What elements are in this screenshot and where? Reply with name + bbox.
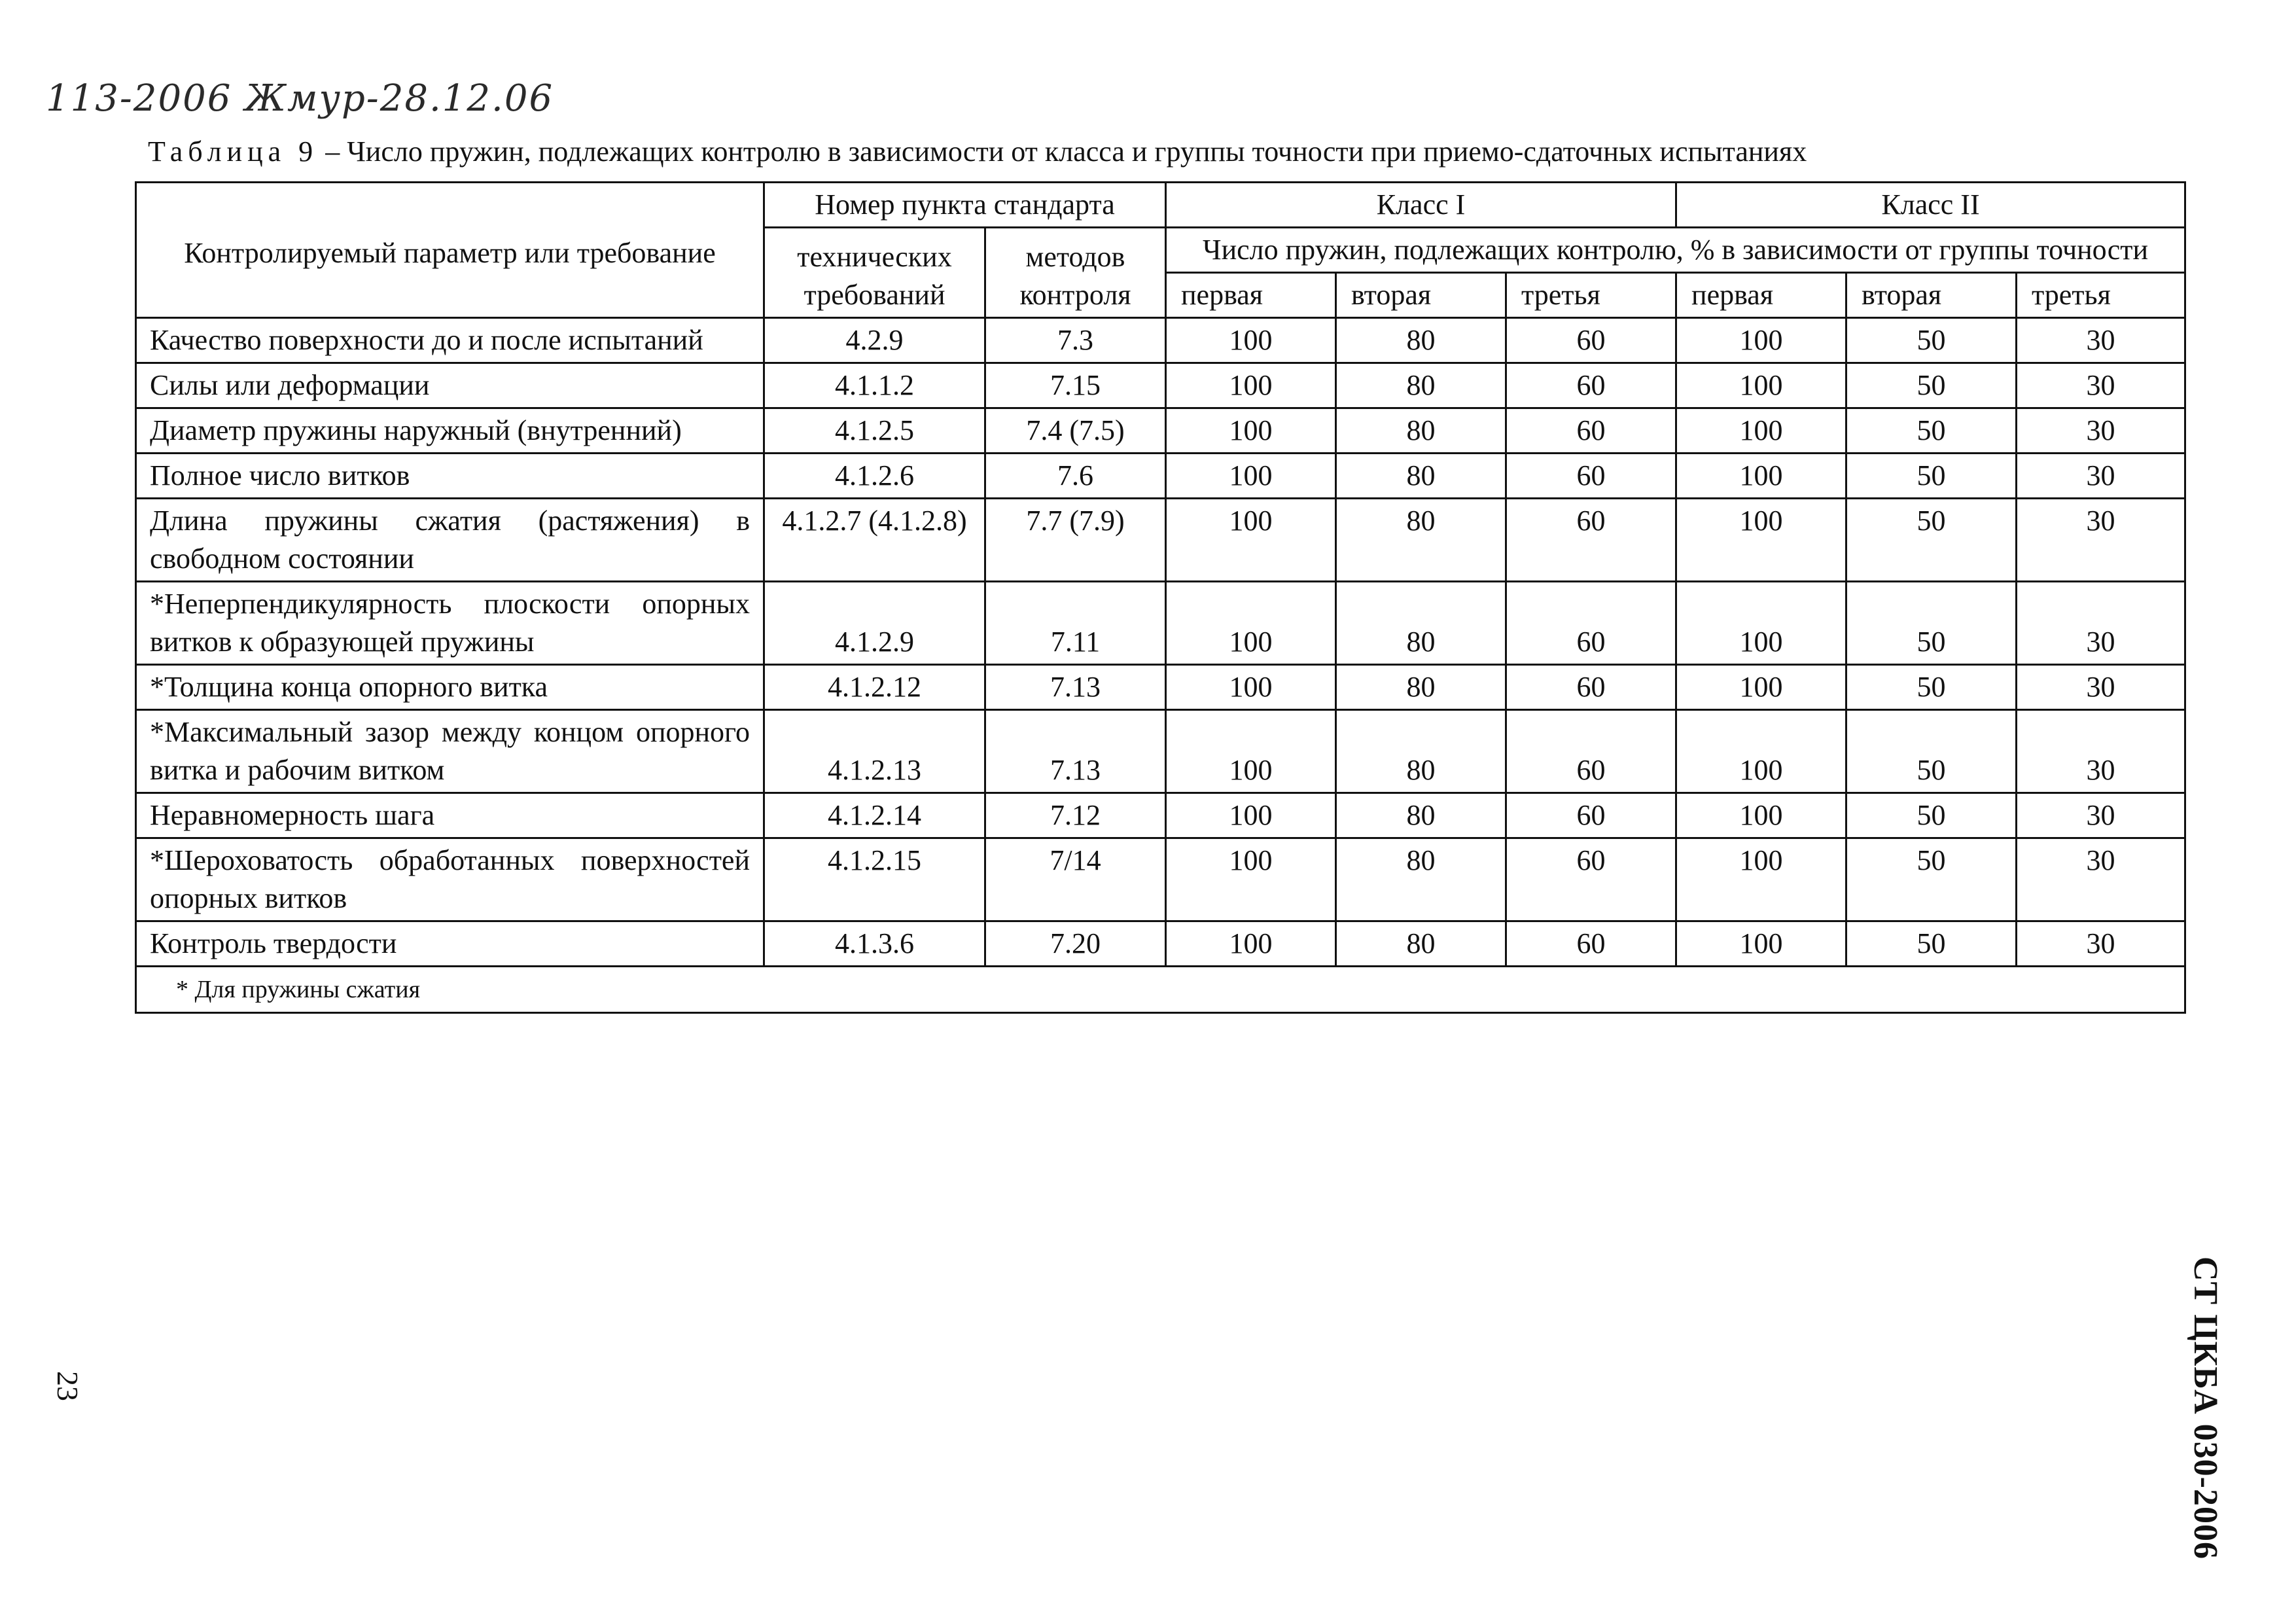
row-value: 50 — [1846, 318, 2017, 363]
row-parameter: Длина пружины сжатия (растяжения) в свободном состоянии — [136, 499, 764, 582]
row-value: 100 — [1166, 363, 1336, 408]
row-value: 30 — [2017, 499, 2185, 582]
row-parameter: *Шероховатость обработанных поверхностей опорных витков — [136, 838, 764, 921]
row-value: 80 — [1336, 710, 1506, 793]
row-value: 80 — [1336, 921, 1506, 967]
row-value: 50 — [1846, 838, 2017, 921]
row-value: 50 — [1846, 921, 2017, 967]
header-group-first: первая — [1166, 273, 1336, 318]
row-method-clause: 7.20 — [985, 921, 1166, 967]
table-caption-label: Таблица 9 — [148, 135, 319, 168]
row-value: 30 — [2017, 710, 2185, 793]
row-parameter: *Толщина конца опорного витка — [136, 665, 764, 710]
row-value: 100 — [1166, 408, 1336, 454]
row-method-clause: 7.11 — [985, 582, 1166, 665]
row-value: 30 — [2017, 921, 2185, 967]
header-class-1: Класс I — [1166, 183, 1676, 228]
header-parameter: Контролируемый параметр или требование — [136, 183, 764, 318]
header-technical-requirements: технических требований — [764, 228, 985, 318]
row-parameter: *Максимальный зазор между концом опорного витка и рабочим витком — [136, 710, 764, 793]
row-value: 100 — [1676, 665, 1846, 710]
row-value: 80 — [1336, 582, 1506, 665]
row-method-clause: 7.7 (7.9) — [985, 499, 1166, 582]
row-value: 50 — [1846, 710, 2017, 793]
row-parameter: Силы или деформации — [136, 363, 764, 408]
row-value: 80 — [1336, 793, 1506, 838]
row-parameter: Неравномерность шага — [136, 793, 764, 838]
row-value: 100 — [1676, 921, 1846, 967]
table-footnote-row — [136, 967, 2185, 1013]
row-value: 50 — [1846, 408, 2017, 454]
document-code: СТ ЦКБА 030-2006 — [2187, 1257, 2224, 1560]
table-row — [136, 582, 2185, 665]
table-row — [136, 793, 2185, 838]
table-row — [136, 710, 2185, 793]
table-row — [136, 838, 2185, 921]
row-value: 50 — [1846, 582, 2017, 665]
table-row — [136, 665, 2185, 710]
row-value: 30 — [2017, 665, 2185, 710]
row-tech-clause: 4.1.2.15 — [764, 838, 985, 921]
row-value: 100 — [1166, 665, 1336, 710]
row-value: 50 — [1846, 499, 2017, 582]
header-class-2: Класс II — [1676, 183, 2185, 228]
row-value: 100 — [1676, 363, 1846, 408]
header-group-second: вторая — [1846, 273, 2017, 318]
header-group-second: вторая — [1336, 273, 1506, 318]
row-value: 100 — [1676, 793, 1846, 838]
row-method-clause: 7.12 — [985, 793, 1166, 838]
row-tech-clause: 4.1.2.7 (4.1.2.8) — [764, 499, 985, 582]
row-value: 100 — [1166, 454, 1336, 499]
row-value: 100 — [1166, 710, 1336, 793]
row-value: 30 — [2017, 838, 2185, 921]
row-value: 100 — [1166, 582, 1336, 665]
row-value: 60 — [1506, 318, 1676, 363]
row-tech-clause: 4.1.2.5 — [764, 408, 985, 454]
row-parameter: *Неперпендикулярность плоскости опорных витков к образующей пружины — [136, 582, 764, 665]
header-group-first: первая — [1676, 273, 1846, 318]
header-group-third: третья — [2017, 273, 2185, 318]
row-value: 100 — [1166, 838, 1336, 921]
row-tech-clause: 4.1.2.9 — [764, 582, 985, 665]
header-group-third: третья — [1506, 273, 1676, 318]
row-value: 60 — [1506, 582, 1676, 665]
row-value: 60 — [1506, 408, 1676, 454]
row-value: 60 — [1506, 363, 1676, 408]
row-value: 80 — [1336, 408, 1506, 454]
row-tech-clause: 4.1.2.6 — [764, 454, 985, 499]
row-value: 30 — [2017, 318, 2185, 363]
row-value: 80 — [1336, 318, 1506, 363]
table-row — [136, 363, 2185, 408]
row-value: 50 — [1846, 793, 2017, 838]
row-method-clause: 7.15 — [985, 363, 1166, 408]
row-tech-clause: 4.1.1.2 — [764, 363, 985, 408]
row-tech-clause: 4.2.9 — [764, 318, 985, 363]
handwritten-registration-note: 113-2006 Жмур-28.12.06 — [46, 77, 554, 120]
row-value: 30 — [2017, 454, 2185, 499]
row-value: 60 — [1506, 454, 1676, 499]
row-method-clause: 7/14 — [985, 838, 1166, 921]
page-number: 23 — [51, 1371, 84, 1401]
row-value: 80 — [1336, 499, 1506, 582]
row-value: 100 — [1676, 710, 1846, 793]
row-value: 60 — [1506, 838, 1676, 921]
table-caption — [148, 137, 1807, 166]
row-value: 80 — [1336, 838, 1506, 921]
row-value: 60 — [1506, 793, 1676, 838]
table-row — [136, 454, 2185, 499]
row-value: 30 — [2017, 363, 2185, 408]
row-value: 30 — [2017, 408, 2185, 454]
header-springs-percent: Число пружин, подлежащих контролю, % в зависимости от группы точности — [1166, 228, 2185, 273]
row-value: 60 — [1506, 665, 1676, 710]
row-parameter: Диаметр пружины наружный (внутренний) — [136, 408, 764, 454]
row-tech-clause: 4.1.2.13 — [764, 710, 985, 793]
row-value: 100 — [1676, 318, 1846, 363]
header-control-methods: методов контроля — [985, 228, 1166, 318]
header-standard-clause: Номер пункта стандарта — [764, 183, 1166, 228]
table-row — [136, 499, 2185, 582]
row-method-clause: 7.13 — [985, 710, 1166, 793]
row-value: 50 — [1846, 665, 2017, 710]
row-value: 100 — [1676, 499, 1846, 582]
row-value: 100 — [1676, 838, 1846, 921]
row-value: 30 — [2017, 793, 2185, 838]
spring-control-table — [135, 181, 2186, 1014]
row-value: 60 — [1506, 921, 1676, 967]
row-tech-clause: 4.1.3.6 — [764, 921, 985, 967]
table-row — [136, 921, 2185, 967]
row-parameter: Контроль твердости — [136, 921, 764, 967]
row-value: 100 — [1676, 454, 1846, 499]
row-tech-clause: 4.1.2.14 — [764, 793, 985, 838]
row-value: 50 — [1846, 454, 2017, 499]
row-value: 50 — [1846, 363, 2017, 408]
row-parameter: Качество поверхности до и после испытаний — [136, 318, 764, 363]
row-method-clause: 7.6 — [985, 454, 1166, 499]
table-caption-text: – Число пружин, подлежащих контролю в зависимости от класса и группы точности при приемо-сдаточных испытаниях — [325, 135, 1807, 168]
row-value: 80 — [1336, 454, 1506, 499]
table-row — [136, 318, 2185, 363]
row-value: 100 — [1166, 499, 1336, 582]
row-value: 30 — [2017, 582, 2185, 665]
table-footnote: * Для пружины сжатия — [136, 967, 2185, 1013]
row-method-clause: 7.13 — [985, 665, 1166, 710]
row-value: 100 — [1166, 318, 1336, 363]
table-row — [136, 408, 2185, 454]
row-method-clause: 7.3 — [985, 318, 1166, 363]
row-value: 100 — [1676, 408, 1846, 454]
row-value: 60 — [1506, 710, 1676, 793]
row-value: 60 — [1506, 499, 1676, 582]
row-value: 80 — [1336, 363, 1506, 408]
row-value: 80 — [1336, 665, 1506, 710]
row-method-clause: 7.4 (7.5) — [985, 408, 1166, 454]
row-tech-clause: 4.1.2.12 — [764, 665, 985, 710]
row-parameter: Полное число витков — [136, 454, 764, 499]
row-value: 100 — [1166, 921, 1336, 967]
row-value: 100 — [1676, 582, 1846, 665]
row-value: 100 — [1166, 793, 1336, 838]
